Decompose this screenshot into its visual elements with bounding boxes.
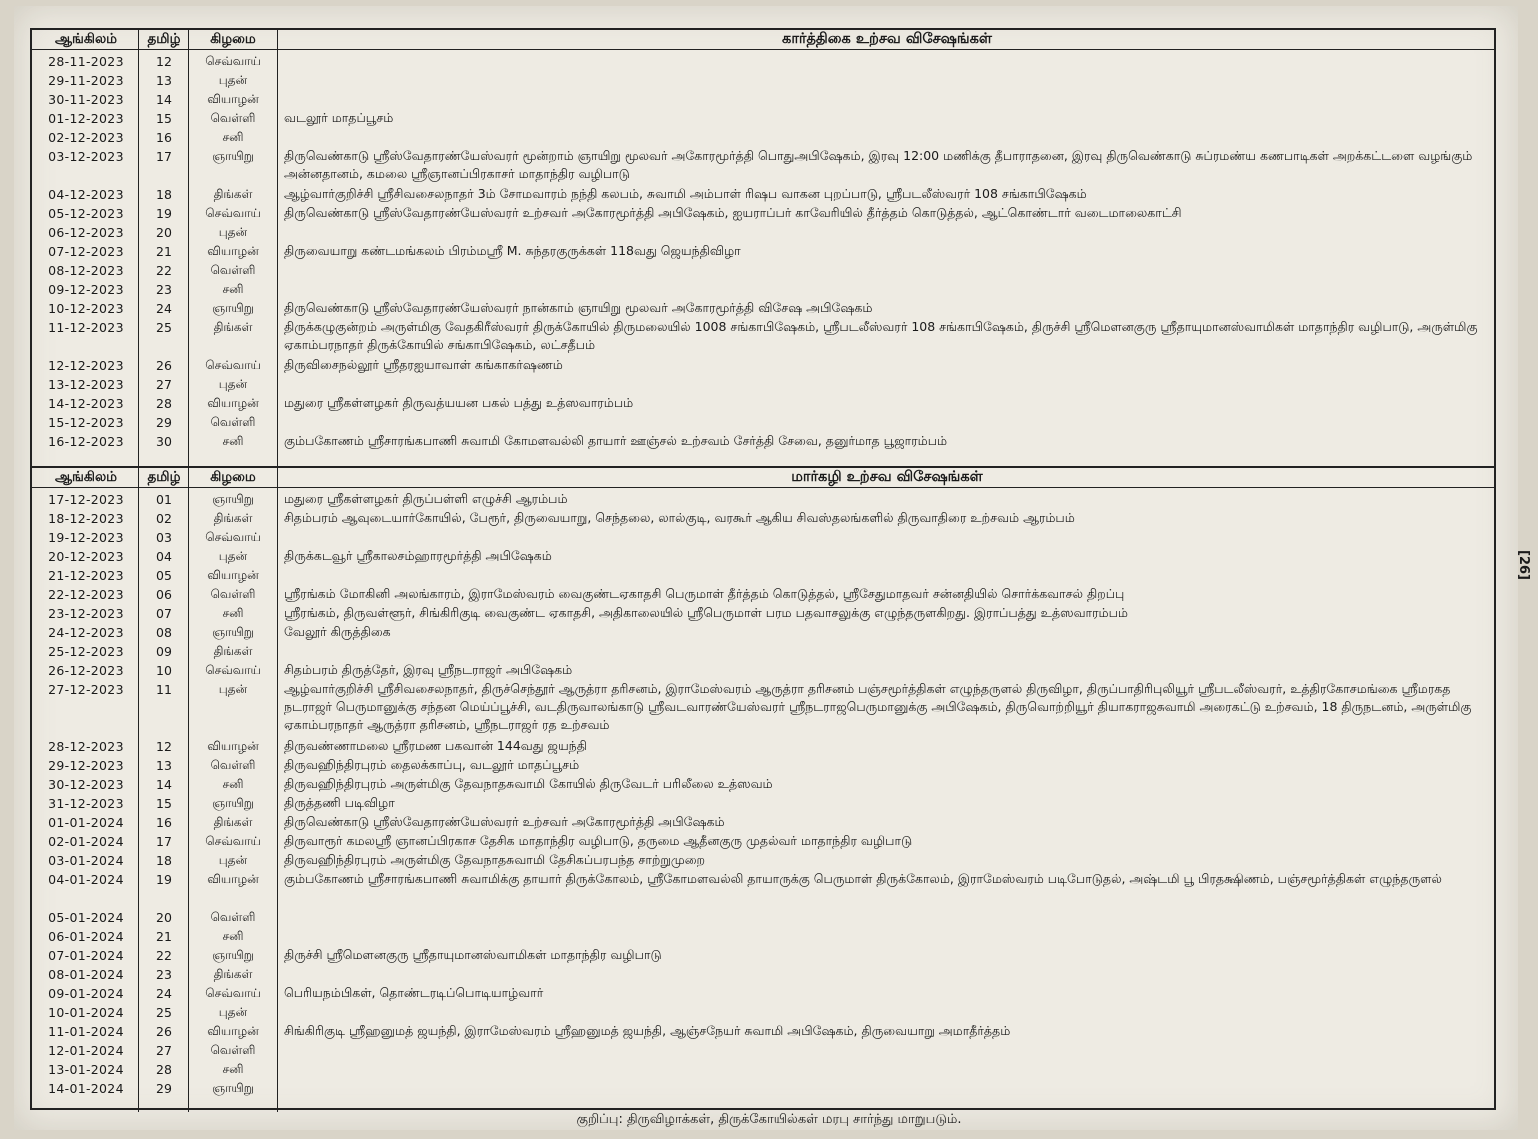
tamil-date-cell: 21 (156, 929, 172, 944)
english-date-cell: 08-12-2023 (48, 263, 124, 278)
weekday-cell: வியாழன் (207, 396, 259, 410)
header-weekday: கிழமை (210, 31, 256, 47)
english-date-cell: 14-12-2023 (48, 396, 124, 411)
tamil-date-cell: 20 (156, 910, 172, 925)
table-row (32, 566, 1494, 585)
table-row (32, 756, 1494, 775)
page-number: [26] (1516, 550, 1531, 580)
tamil-date-cell: 23 (156, 282, 172, 297)
event-cell: திருச்சி ஸ்ரீமௌனகுரு ஸ்ரீதாயுமானஸ்வாமிகள் மாதாந்திர வழிபாடு (284, 947, 662, 962)
weekday-cell: செவ்வாய் (205, 54, 261, 68)
english-date-cell: 04-01-2024 (48, 872, 124, 887)
tamil-date-cell: 21 (156, 244, 172, 259)
table-row (32, 604, 1494, 623)
english-date-cell: 01-01-2024 (48, 815, 124, 830)
tamil-date-cell: 30 (156, 434, 172, 449)
tamil-date-cell: 27 (156, 1043, 172, 1058)
english-date-cell: 10-12-2023 (48, 301, 124, 316)
tamil-date-cell: 29 (156, 1081, 172, 1096)
english-date-cell: 03-01-2024 (48, 853, 124, 868)
english-date-cell: 01-12-2023 (48, 111, 124, 126)
header-tamil-date: தமிழ் (147, 469, 181, 485)
table-row (32, 299, 1494, 318)
table-row (32, 1060, 1494, 1079)
weekday-cell: சனி (222, 434, 244, 448)
weekday-cell: செவ்வாய் (205, 530, 261, 544)
english-date-cell: 25-12-2023 (48, 644, 124, 659)
tamil-date-cell: 20 (156, 225, 172, 240)
english-date-cell: 27-12-2023 (48, 682, 124, 697)
english-date-cell: 05-01-2024 (48, 910, 124, 925)
english-date-cell: 03-12-2023 (48, 149, 124, 164)
table-row (32, 661, 1494, 680)
english-date-cell: 29-12-2023 (48, 758, 124, 773)
table-row (32, 851, 1494, 870)
table-row (32, 242, 1494, 261)
english-date-cell: 02-01-2024 (48, 834, 124, 849)
table-row (32, 432, 1494, 451)
calendar-table (30, 28, 1496, 1110)
weekday-cell: சனி (222, 130, 244, 144)
tamil-date-cell: 15 (156, 796, 172, 811)
event-cell: வேலூர் கிருத்திகை (284, 624, 391, 639)
weekday-cell: புதன் (218, 1005, 248, 1019)
tamil-date-cell: 13 (156, 758, 172, 773)
event-cell: சிதம்பரம் திருத்தேர், இரவு ஸ்ரீநடராஜர் அபிஷேகம் (284, 662, 573, 677)
tamil-date-cell: 17 (156, 834, 172, 849)
weekday-cell: வெள்ளி (210, 415, 256, 429)
tamil-date-cell: 25 (156, 320, 172, 335)
event-cell: மதுரை ஸ்ரீகள்ளழகர் திருவத்யயன பகல் பத்து உத்ஸவாரம்பம் (284, 395, 634, 410)
table-row (32, 204, 1494, 223)
event-cell: திருவண்ணாமலை ஸ்ரீரமண பகவான் 144வது ஜயந்தி (284, 738, 587, 753)
margazhi-title: மார்கழி உற்சவ விசேஷங்கள் (791, 469, 983, 485)
event-cell: சிங்கிரிகுடி ஸ்ரீஹனுமத் ஜயந்தி, இராமேஸ்வரம் ஸ்ரீஹனுமத் ஜயந்தி, ஆஞ்சநேயர் சுவாமி அபிஷேகம், திருவையாறு அமாதீர்த்தம் (284, 1023, 1011, 1038)
table-row (32, 1003, 1494, 1022)
table-row (32, 394, 1494, 413)
event-cell: கும்பகோணம் ஸ்ரீசாரங்கபாணி சுவாமிக்கு தாயார் திருக்கோலம், ஸ்ரீகோமளவல்லி தாயாருக்கு பெருமாள் திருக்கோலம், இராமேஸ்வரம் படிபோடுதல், அஷ்டமி பூ பிரதக்ஷிணம், பஞ்சமூர்த்திகள் எழுந்தருளல் (284, 871, 1442, 886)
weekday-cell: ஞாயிறு (212, 796, 254, 810)
weekday-cell: வெள்ளி (210, 111, 256, 125)
weekday-cell: வெள்ளி (210, 263, 256, 277)
event-cell: திருவஹிந்திரபுரம் தைலக்காப்பு, வடலூர் மாதப்பூசம் (284, 757, 580, 772)
weekday-cell: புதன் (218, 549, 248, 563)
weekday-cell: வியாழன் (207, 872, 259, 886)
event-cell: பெரியநம்பிகள், தொண்டரடிப்பொடியாழ்வார் (284, 985, 544, 1000)
english-date-cell: 12-12-2023 (48, 358, 124, 373)
margazhi-section (32, 466, 1494, 1112)
english-date-cell: 06-12-2023 (48, 225, 124, 240)
event-cell: திருத்தணி படிவிழா (284, 795, 395, 810)
english-date-cell: 18-12-2023 (48, 511, 124, 526)
weekday-cell: புதன் (218, 225, 248, 239)
event-cell: கும்பகோணம் ஸ்ரீசாரங்கபாணி சுவாமி கோமளவல்லி தாயார் ஊஞ்சல் உற்சவம் சேர்த்தி சேவை, தனுர்மாத பூஜாரம்பம் (284, 433, 948, 448)
english-date-cell: 30-12-2023 (48, 777, 124, 792)
english-date-cell: 23-12-2023 (48, 606, 124, 621)
table-row (32, 623, 1494, 642)
english-date-cell: 24-12-2023 (48, 625, 124, 640)
english-date-cell: 09-01-2024 (48, 986, 124, 1001)
table-row (32, 509, 1494, 528)
english-date-cell: 19-12-2023 (48, 530, 124, 545)
table-row (32, 547, 1494, 566)
english-date-cell: 11-01-2024 (48, 1024, 124, 1039)
weekday-cell: செவ்வாய் (205, 206, 261, 220)
table-row (32, 927, 1494, 946)
table-row (32, 870, 1494, 889)
tamil-date-cell: 08 (156, 625, 172, 640)
tamil-date-cell: 18 (156, 187, 172, 202)
event-cell: சிதம்பரம் ஆவுடையார்கோயில், பேரூர், திருவையாறு, செந்தலை, லால்குடி, வரகூர் ஆகிய சிவஸ்தலங்களில் திருவாதிரை உற்சவம் ஆரம்பம் (284, 510, 1075, 525)
tamil-date-cell: 28 (156, 396, 172, 411)
karthigai-section (32, 30, 1494, 466)
tamil-date-cell: 07 (156, 606, 172, 621)
tamil-date-cell: 12 (156, 54, 172, 69)
event-cell: திருவஹிந்திரபுரம் அருள்மிகு தேவநாதசுவாமி கோயில் திருவேடர் பரிலீலை உத்ஸவம் (284, 776, 773, 791)
english-date-cell: 26-12-2023 (48, 663, 124, 678)
event-cell: திருவெண்காடு ஸ்ரீஸ்வேதாரண்யேஸ்வரர் மூன்றாம் ஞாயிறு மூலவர் அகோரமூர்த்தி பொதுஅபிஷேகம், இரவு 12:00 மணிக்கு தீபாராதனை, இரவு திருவெண்காடு சுப்ரமண்ய கணபாடிகள் அறக்கட்டளை வழங்கும் அன்னதானம், கமலை ஸ்ரீஞானப்பிரகாசர் மாதாந்திர வழிபாடு (284, 148, 1473, 181)
weekday-cell: வெள்ளி (210, 910, 256, 924)
tamil-date-cell: 16 (156, 815, 172, 830)
tamil-date-cell: 11 (156, 682, 172, 697)
weekday-cell: புதன் (218, 853, 248, 867)
tamil-date-cell: 19 (156, 872, 172, 887)
table-row (32, 147, 1494, 181)
weekday-cell: திங்கள் (213, 187, 253, 201)
table-row (32, 1022, 1494, 1041)
tamil-date-cell: 19 (156, 206, 172, 221)
weekday-cell: வெள்ளி (210, 587, 256, 601)
weekday-cell: சனி (222, 282, 244, 296)
english-date-cell: 06-01-2024 (48, 929, 124, 944)
weekday-cell: செவ்வாய் (205, 986, 261, 1000)
event-cell: திருவெண்காடு ஸ்ரீஸ்வேதாரண்யேஸ்வரர் உற்சவர் அகோரமூர்த்தி அபிஷேகம் (284, 814, 725, 829)
weekday-cell: வியாழன் (207, 568, 259, 582)
table-row (32, 984, 1494, 1003)
weekday-cell: ஞாயிறு (212, 625, 254, 639)
english-date-cell: 30-11-2023 (48, 92, 124, 107)
weekday-cell: வியாழன் (207, 92, 259, 106)
english-date-cell: 10-01-2024 (48, 1005, 124, 1020)
table-row (32, 280, 1494, 299)
weekday-cell: திங்கள் (213, 320, 253, 334)
weekday-cell: திங்கள் (213, 967, 253, 981)
weekday-cell: வெள்ளி (210, 1043, 256, 1057)
english-date-cell: 22-12-2023 (48, 587, 124, 602)
table-row (32, 642, 1494, 661)
tamil-date-cell: 14 (156, 777, 172, 792)
table-row (32, 1079, 1494, 1098)
weekday-cell: சனி (222, 1062, 244, 1076)
header-weekday: கிழமை (210, 469, 256, 485)
event-cell: திருவெண்காடு ஸ்ரீஸ்வேதாரண்யேஸ்வரர் உற்சவர் அகோரமூர்த்தி அபிஷேகம், ஐயராப்பர் காவேரியில் தீர்த்தம் கொடுத்தல், ஆட்கொண்டார் வடைமாலைகாட்சி (284, 205, 1182, 220)
table-row (32, 318, 1494, 352)
tamil-date-cell: 04 (156, 549, 172, 564)
tamil-date-cell: 29 (156, 415, 172, 430)
table-row (32, 813, 1494, 832)
tamil-date-cell: 03 (156, 530, 172, 545)
weekday-cell: புதன் (218, 377, 248, 391)
tamil-date-cell: 05 (156, 568, 172, 583)
english-date-cell: 12-01-2024 (48, 1043, 124, 1058)
weekday-cell: செவ்வாய் (205, 358, 261, 372)
tamil-date-cell: 16 (156, 130, 172, 145)
header-english-date: ஆங்கிலம் (54, 31, 118, 47)
table-row (32, 356, 1494, 375)
english-date-cell: 11-12-2023 (48, 320, 124, 335)
footnote: குறிப்பு: திருவிழாக்கள், திருக்கோயில்கள் மரபு சார்ந்து மாறுபடும். (576, 1112, 962, 1127)
table-row (32, 908, 1494, 927)
english-date-cell: 09-12-2023 (48, 282, 124, 297)
event-cell: திருக்கழுகுன்றம் அருள்மிகு வேதகிரீஸ்வரர் திருக்கோயில் திருமலையில் 1008 சங்காபிஷேகம், ஸ்ரீபடலீஸ்வரர் 108 சங்காபிஷேகம், திருச்சி ஸ்ரீமௌனகுரு ஸ்ரீதாயுமானஸ்வாமிகள் மாதாந்திர வழிபாடு, அருள்மிகு ஏகாம்பரநாதர் திருக்கோயில் சங்காபிஷேகம், லட்சதீபம் (284, 319, 1478, 352)
english-date-cell: 15-12-2023 (48, 415, 124, 430)
tamil-date-cell: 13 (156, 73, 172, 88)
english-date-cell: 28-11-2023 (48, 54, 124, 69)
karthigai-header-row (32, 30, 1494, 50)
tamil-date-cell: 22 (156, 263, 172, 278)
table-row (32, 737, 1494, 756)
weekday-cell: புதன் (218, 73, 248, 87)
weekday-cell: ஞாயிறு (212, 492, 254, 506)
english-date-cell: 20-12-2023 (48, 549, 124, 564)
english-date-cell: 21-12-2023 (48, 568, 124, 583)
table-row (32, 965, 1494, 984)
tamil-date-cell: 15 (156, 111, 172, 126)
karthigai-title: கார்த்திகை உற்சவ விசேஷங்கள் (782, 31, 992, 47)
english-date-cell: 07-01-2024 (48, 948, 124, 963)
weekday-cell: ஞாயிறு (212, 1081, 254, 1095)
event-cell: ஆழ்வார்குறிச்சி ஸ்ரீசிவசைலநாதர் 3ம் சோமவாரம் நந்தி கலபம், சுவாமி அம்பாள் ரிஷப வாகன புறப்பாடு, ஸ்ரீபடலீஸ்வரர் 108 சங்காபிஷேகம் (284, 186, 1087, 201)
table-row (32, 490, 1494, 509)
event-cell: ஆழ்வார்குறிச்சி ஸ்ரீசிவசைலநாதர், திருச்செந்தூர் ஆருத்ரா தரிசனம், இராமேஸ்வரம் ஆருத்ரா தரிசனம் பஞ்சமூர்த்திகள் எழுந்தருளல் திருவிழா, திருப்பாதிரிபுலியூர் ஸ்ரீபடலீஸ்வரர், உத்திரகோசமங்கை ஸ்ரீமரகத நடராஜர் பெருமானுக்கு சந்தன மெய்ப்பூச்சி, வடதிருவாலங்காடு ஸ்ரீவடவாரண்யேஸ்வரர் ஸ்ரீநடராஜபெருமானுக்கு அபிஷேகம், திருவொற்றியூர் தியாகராஜசுவாமி அரைகட்டு உற்சவம், 18 திருநடனம், அருள்மிகு ஏகாம்பரநாதர் ஆருத்ரா தரிசனம், ஸ்ரீநடராஜர் ரத உற்சவம் (284, 681, 1472, 732)
weekday-cell: செவ்வாய் (205, 663, 261, 677)
table-row (32, 261, 1494, 280)
tamil-date-cell: 26 (156, 358, 172, 373)
tamil-date-cell: 22 (156, 948, 172, 963)
tamil-date-cell: 10 (156, 663, 172, 678)
tamil-date-cell: 02 (156, 511, 172, 526)
english-date-cell: 08-01-2024 (48, 967, 124, 982)
event-cell: திருவையாறு கண்டமங்கலம் பிரம்மஸ்ரீ M. சுந்தரகுருக்கள் 118வது ஜெயந்திவிழா (284, 243, 741, 258)
english-date-cell: 31-12-2023 (48, 796, 124, 811)
tamil-date-cell: 24 (156, 986, 172, 1001)
weekday-cell: செவ்வாய் (205, 834, 261, 848)
tamil-date-cell: 06 (156, 587, 172, 602)
table-row (32, 585, 1494, 604)
weekday-cell: ஞாயிறு (212, 301, 254, 315)
tamil-date-cell: 01 (156, 492, 172, 507)
event-cell: திருவஹிந்திரபுரம் அருள்மிகு தேவநாதசுவாமி தேசிகப்பரபந்த சாற்றுமுறை (284, 852, 706, 867)
tamil-date-cell: 09 (156, 644, 172, 659)
table-row (32, 185, 1494, 204)
table-row (32, 375, 1494, 394)
tamil-date-cell: 23 (156, 967, 172, 982)
table-row (32, 775, 1494, 794)
event-cell: மதுரை ஸ்ரீகள்ளழகர் திருப்பள்ளி எழுச்சி ஆரம்பம் (284, 491, 568, 506)
table-row (32, 109, 1494, 128)
event-cell: திருவிசைநல்லூர் ஸ்ரீதரஐயாவாள் கங்காகர்ஷணம் (284, 357, 563, 372)
tamil-date-cell: 24 (156, 301, 172, 316)
weekday-cell: வியாழன் (207, 739, 259, 753)
table-row (32, 1041, 1494, 1060)
margazhi-header-row (32, 468, 1494, 488)
table-row (32, 128, 1494, 147)
english-date-cell: 13-01-2024 (48, 1062, 124, 1077)
english-date-cell: 13-12-2023 (48, 377, 124, 392)
table-row (32, 52, 1494, 71)
english-date-cell: 17-12-2023 (48, 492, 124, 507)
weekday-cell: திங்கள் (213, 511, 253, 525)
english-date-cell: 04-12-2023 (48, 187, 124, 202)
english-date-cell: 05-12-2023 (48, 206, 124, 221)
header-tamil-date: தமிழ் (147, 31, 181, 47)
weekday-cell: வியாழன் (207, 244, 259, 258)
weekday-cell: ஞாயிறு (212, 149, 254, 163)
weekday-cell: ஞாயிறு (212, 948, 254, 962)
weekday-cell: புதன் (218, 682, 248, 696)
weekday-cell: வெள்ளி (210, 758, 256, 772)
event-cell: வடலூர் மாதப்பூசம் (284, 110, 394, 125)
event-cell: ஸ்ரீரங்கம் மோகினி அலங்காரம், இராமேஸ்வரம் வைகுண்டஏகாதசி பெருமாள் தீர்த்தம் கொடுத்தல், ஸ்ரீசேதுமாதவர் சன்னதியில் சொர்க்கவாசல் திறப்பு (284, 586, 1125, 601)
english-date-cell: 28-12-2023 (48, 739, 124, 754)
weekday-cell: சனி (222, 606, 244, 620)
table-row (32, 832, 1494, 851)
tamil-date-cell: 28 (156, 1062, 172, 1077)
english-date-cell: 16-12-2023 (48, 434, 124, 449)
weekday-cell: திங்கள் (213, 644, 253, 658)
english-date-cell: 07-12-2023 (48, 244, 124, 259)
table-row (32, 946, 1494, 965)
table-row (32, 71, 1494, 90)
header-english-date: ஆங்கிலம் (54, 469, 118, 485)
weekday-cell: வியாழன் (207, 1024, 259, 1038)
tamil-date-cell: 17 (156, 149, 172, 164)
weekday-cell: சனி (222, 777, 244, 791)
weekday-cell: சனி (222, 929, 244, 943)
english-date-cell: 14-01-2024 (48, 1081, 124, 1096)
tamil-date-cell: 18 (156, 853, 172, 868)
table-row (32, 413, 1494, 432)
tamil-date-cell: 12 (156, 739, 172, 754)
english-date-cell: 02-12-2023 (48, 130, 124, 145)
event-cell: திருவெண்காடு ஸ்ரீஸ்வேதாரண்யேஸ்வரர் நான்காம் ஞாயிறு மூலவர் அகோரமூர்த்தி விசேஷ அபிஷேகம் (284, 300, 873, 315)
table-row (32, 90, 1494, 109)
table-row (32, 528, 1494, 547)
event-cell: திருக்கடவூர் ஸ்ரீகாலசம்ஹாரமூர்த்தி அபிஷேகம் (284, 548, 552, 563)
tamil-date-cell: 26 (156, 1024, 172, 1039)
tamil-date-cell: 25 (156, 1005, 172, 1020)
event-cell: திருவாரூர் கமலஸ்ரீ ஞானப்பிரகாச தேசிக மாதாந்திர வழிபாடு, தருமை ஆதீனகுரு முதல்வர் மாதாந்திர வழிபாடு (284, 833, 913, 848)
event-cell: ஸ்ரீரங்கம், திருவள்ளூர், சிங்கிரிகுடி வைகுண்ட ஏகாதசி, அதிகாலையில் ஸ்ரீபெருமாள் பரம பதவாசலுக்கு எழுந்தருளகிறது. இராப்பத்து உத்ஸவாரம்பம் (284, 605, 1128, 620)
english-date-cell: 29-11-2023 (48, 73, 124, 88)
table-row (32, 794, 1494, 813)
tamil-date-cell: 14 (156, 92, 172, 107)
tamil-date-cell: 27 (156, 377, 172, 392)
weekday-cell: திங்கள் (213, 815, 253, 829)
table-row (32, 680, 1494, 732)
table-row (32, 223, 1494, 242)
